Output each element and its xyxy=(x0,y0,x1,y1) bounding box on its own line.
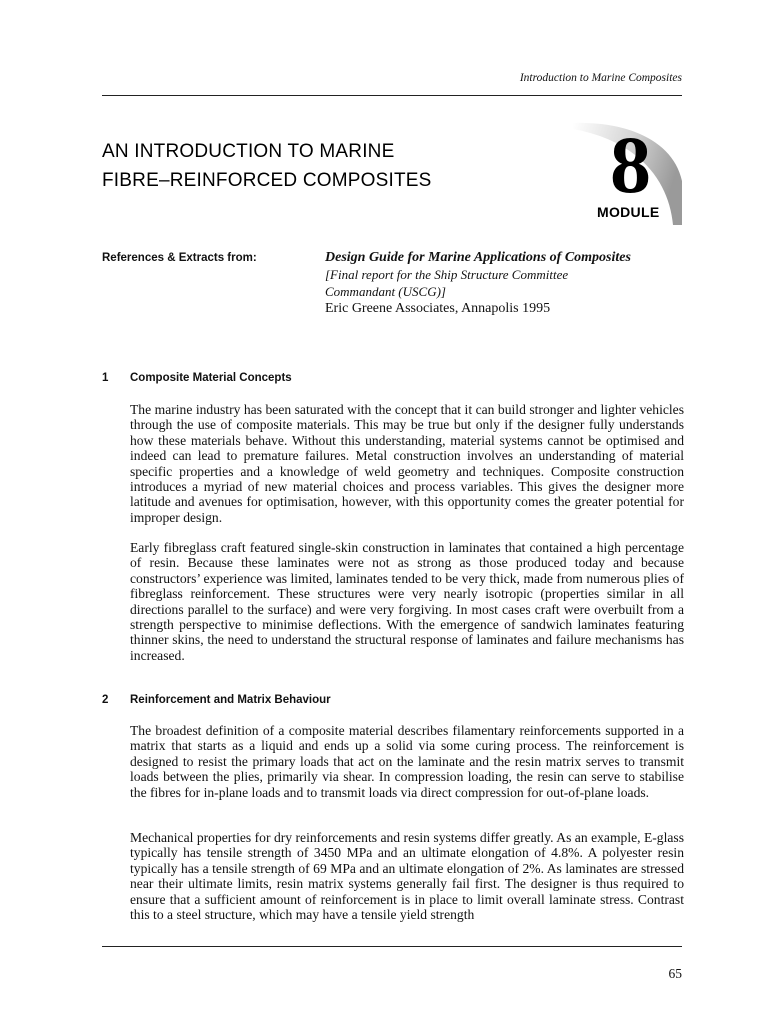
page-title-line-2: FIBRE–REINFORCED COMPOSITES xyxy=(102,170,432,191)
module-label: MODULE xyxy=(597,204,660,220)
references-label: References & Extracts from: xyxy=(102,252,257,264)
section-number: 2 xyxy=(102,694,109,706)
header-rule xyxy=(102,95,682,96)
paragraph: The marine industry has been saturated with the concept that it can build stronger and lighter vehicles through the use of composite materials. This may be true but only if the designer fully understands how these materials behave. Without this understanding, material systems cannot be optimised and indeed can lead to premature failures. Metal construction involves an understanding of material specific properties and a knowledge of weld geometry and techniques. Composite construction introduces a myriad of new material choices and process variables. This gives the designer more latitude and avenues for optimisation, however, with this opportunity comes the greater potential for improper design. xyxy=(130,402,684,525)
section-1-heading xyxy=(102,372,292,384)
reference-subtitle-line-2: Commandant (USCG)] xyxy=(325,284,446,299)
module-number: 8 xyxy=(610,119,651,210)
reference-title: Design Guide for Marine Applications of Composites xyxy=(325,250,631,265)
footer-rule xyxy=(102,946,682,947)
reference-subtitle-line-1: [Final report for the Ship Structure Committee xyxy=(325,267,569,282)
section-title: Reinforcement and Matrix Behaviour xyxy=(130,694,331,706)
reference-author: Eric Greene Associates, Annapolis 1995 xyxy=(325,301,551,316)
page-title xyxy=(102,137,432,195)
module-badge xyxy=(569,121,684,226)
page-number: 65 xyxy=(668,966,682,981)
paragraph: The broadest definition of a composite material describes filamentary reinforcements supported in a matrix that starts as a liquid and ends up a solid via some curing process. The reinforcement is designed to resist the primary loads that act on the laminate and the resin matrix serves to transmit loads between the plies, primarily via shear. In compression loading, the resin can serve to stabilise the fibres for in-plane loads and to transmit loads via direct compression for out-of-plane loads. xyxy=(130,723,684,800)
page-title-line-1: AN INTRODUCTION TO MARINE xyxy=(102,141,395,162)
section-title: Composite Material Concepts xyxy=(130,372,292,384)
running-header-title: Introduction to Marine Composites xyxy=(519,72,682,84)
references-block xyxy=(325,249,631,317)
paragraph: Mechanical properties for dry reinforcements and resin systems differ greatly. As an example, E-glass typically has tensile strength of 3450 MPa and an ultimate elongation of 4.8%. A polyester resin typically has a tensile strength of 69 MPa and an ultimate elongation of 2%. As laminates are stressed near their ultimate limits, resin matrix systems generally fail first. The designer is thus required to ensure that a sufficient amount of reinforcement is in place to limit overall laminate stress. Contrast this to a steel structure, which may have a tensile yield strength xyxy=(130,830,684,923)
paragraph: Early fibreglass craft featured single-skin construction in laminates that contained a high percentage of resin. Because these laminates were not as strong as those produced today and because constructors’ experience was limited, laminates tended to be very thick, made from numerous plies of fibreglass reinforcement. These structures were very nearly isotropic (properties similar in all directions parallel to the surface) and were very forgiving. In most cases craft were overbuilt from a strength perspective to minimise deflections. With the emergence of sandwich laminates featuring thinner skins, the need to understand the structural response of laminates and failure mechanisms has increased. xyxy=(130,540,684,663)
section-number: 1 xyxy=(102,372,109,384)
section-2-heading xyxy=(102,694,331,706)
